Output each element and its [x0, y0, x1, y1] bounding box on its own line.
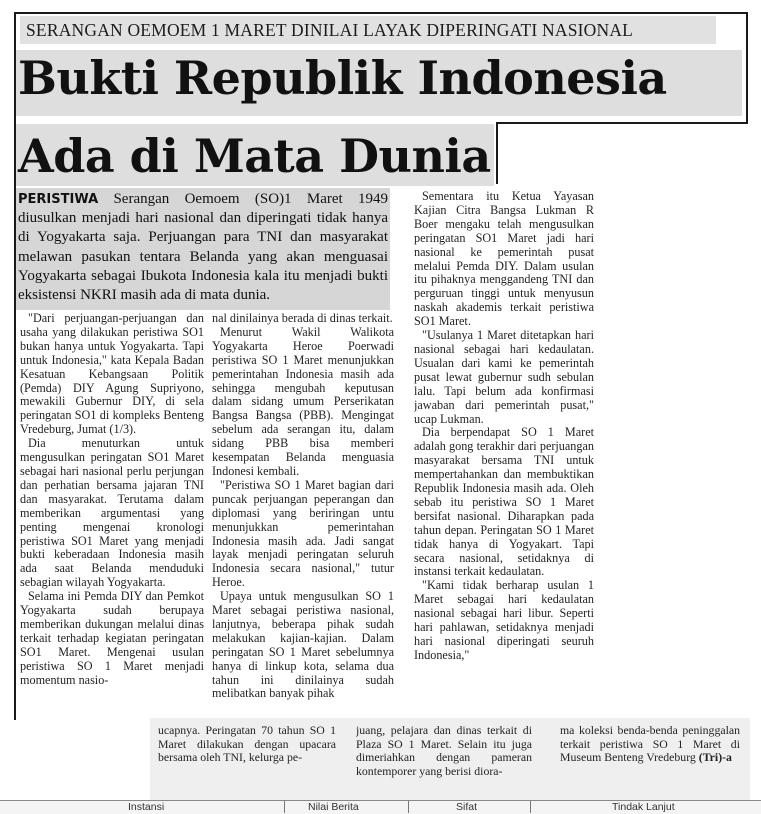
- table-divider: [284, 801, 285, 813]
- paragraph: Menurut Wakil Walikota Yogyakarta Heroe Poerwadi peristiwa SO 1 Maret menunjukkan pemerintahan Indonesia masih ada sehingga mengubah keputusan dalam sidang umum Perserikatan Bangsa Bangsa (PBB). Mengingat sebelum ada serangan itu, dalam sidang PBB bisa memberi kesempatan Belanda menguasia Indonesi kembali.: [212, 324, 394, 478]
- paragraph: Selama ini Pemda DIY dan Pemkot Yogyakarta sudah berupaya memberikan dukungan melalui dinas terkait terhadap kegiatan peringatan SO1 Maret. Mengenai usulan peristiwa SO 1 Maret menjadi momentum nasio-: [20, 589, 204, 687]
- article-column-1: [20, 312, 204, 714]
- paragraph: "Peristiwa SO 1 Maret bagian dari puncak perjuangan peperangan dan diplomasi yang beriringan untu menunjukkan pemerintahan Indonesia masih ada. Jadi sangat layak menjadi peringatan seluruh Indonesia secara nasional," tutur Heroe.: [212, 477, 394, 590]
- table-divider: [530, 801, 531, 813]
- article-column-2: [212, 312, 394, 714]
- dateline: PERISTIWA: [18, 192, 99, 207]
- table-divider: [408, 801, 409, 813]
- author-credit: (Tri)-a: [698, 750, 732, 765]
- bottom-column-3: [560, 724, 740, 796]
- paragraph: ucapnya. Peringatan 70 tahun SO 1 Maret dilakukan dengan upacara bersama oleh TNI, kelurga pe-: [158, 724, 336, 765]
- paragraph: "Dari perjuangan-perjuangan dan usaha yang dilakukan peristiwa SO1 bukan hanya untuk Yogyakarta. Tapi untuk Indonesia," kata Kepala Badan Kesatuan Kebangsaan Politik (Pemda) DIY Agung Supriyono, mewakili Gubernur DIY, di sela peringatan SO1 di kompleks Benteng Vredeburg, Jumat (1/3).: [20, 312, 204, 437]
- paragraph: "Usulanya 1 Maret ditetapkan hari nasional sebagai hari kedaulatan. Usualan dari kami ke pemerintah pusat lewat gubernur sudh sebulan lalu. Tapi belum ada konfirmasi jawaban dari pemerintah pusat," ucap Lukman.: [414, 328, 594, 426]
- bottom-column-2: [356, 724, 532, 796]
- tindak-lanjut-header: Tindak Lanjut: [612, 801, 675, 813]
- paragraph: ma koleksi benda-benda peninggalan terkait peristiwa SO 1 Maret di Museum Benteng Vredeburg (Tri)-a: [560, 724, 740, 765]
- headline-line-2: Ada di Mata Dunia: [18, 129, 491, 183]
- article-kicker: SERANGAN OEMOEM 1 MARET DINILAI LAYAK DIPERINGATI NASIONAL: [20, 16, 716, 44]
- clipping-form-header: [0, 800, 761, 814]
- lead-paragraph: [18, 190, 388, 305]
- bottom-column-1: [158, 724, 336, 796]
- headline-line-1: Bukti Republik Indonesia: [18, 51, 667, 105]
- lead-text: Serangan Oemoem (SO)1 Maret 1949 diusulkan menjadi hari nasional dan diperingati tidak hanya di Yogyakarta saja. Perjuangan para TNI dan masyarakat melawan pasukan tentara Belanda yang akan menguasai Yogyakarta sebagai Ibukota Indonesia kala itu menjadi bukti eksistensi NKRI masih ada di mata dunia.: [18, 191, 389, 304]
- paragraph: Upaya untuk mengusulkan SO 1 Maret sebagai peristiwa nasional, lanjutnya, beberapa pihak sudah melakukan kajian-kajian. Dalam peringatan SO 1 Maret sebelumnya hanya di linkup kota, selama dua tahun ini dinilainya sudah melibatkan banyak pihak: [212, 589, 394, 701]
- instansi-header: Instansi: [128, 801, 165, 813]
- clipping-border-top: [14, 12, 748, 14]
- article-column-3: [414, 190, 594, 712]
- paragraph: Dia berpendapat SO 1 Maret adalah gong terakhir dari perjuangan masyarakat bersama TNI untuk mempertahankan dan membuktikan Republik Indonesia masih ada. Oleh sebab itu peristiwa SO 1 Maret bersifat nasional. Diharapkan pada tahun depan. Peringatan SO 1 Maret tidak hanya di Yogyakart. Tapi secara nasional, setidaknya di instansi terkait kedaulatan.: [414, 425, 594, 579]
- nilai-berita-header: Nilai Berita: [308, 801, 359, 813]
- paragraph: nal dinilainya berada di dinas terkait.: [212, 312, 393, 325]
- paragraph: juang, pelajara dan dinas terkait di Plaza SO 1 Maret. Selain itu juga dimeriahkan dengan pameran kontemporer yang berisi diora-: [356, 724, 532, 778]
- clipping-border-step: [496, 122, 748, 124]
- clipping-border-left: [14, 12, 16, 720]
- paragraph: Sementara itu Ketua Yayasan Kajian Citra Bangsa Lukman R Boer mengaku telah mengusulkan peringatan SO1 Maret jadi hari nasional ke pemerintah pusat melalui Pemda DIY. Dalam usulan itu pihaknya menggandeng TNI dan perguruan tinggi untuk menyusun naskah akademis terkait peristiwa SO1 Maret.: [414, 190, 594, 329]
- paragraph: "Kami tidak berharap usulan 1 Maret sebagai hari kedaulatan nasional sebagai hari libur. Seperti hari pahlawan, setidaknya menjadi hari nasional diperingati seuruh Indonesia,": [414, 578, 594, 662]
- sifat-header: Sifat: [456, 801, 478, 813]
- paragraph: Dia menuturkan untuk mengusulkan peringatan SO1 Maret sebagai hari nasional perlu perjungan dan perhatian bersama jajaran TNI dan masyarakat. Terutama dalam memberikan argumentasi yang penting mengenai kronologi peristiwa SO1 Maret yang menjadi bukti keberadaan Indonesia masih ada saat Belanda menduduki sebagian wilayah Yogyakarta.: [20, 436, 204, 590]
